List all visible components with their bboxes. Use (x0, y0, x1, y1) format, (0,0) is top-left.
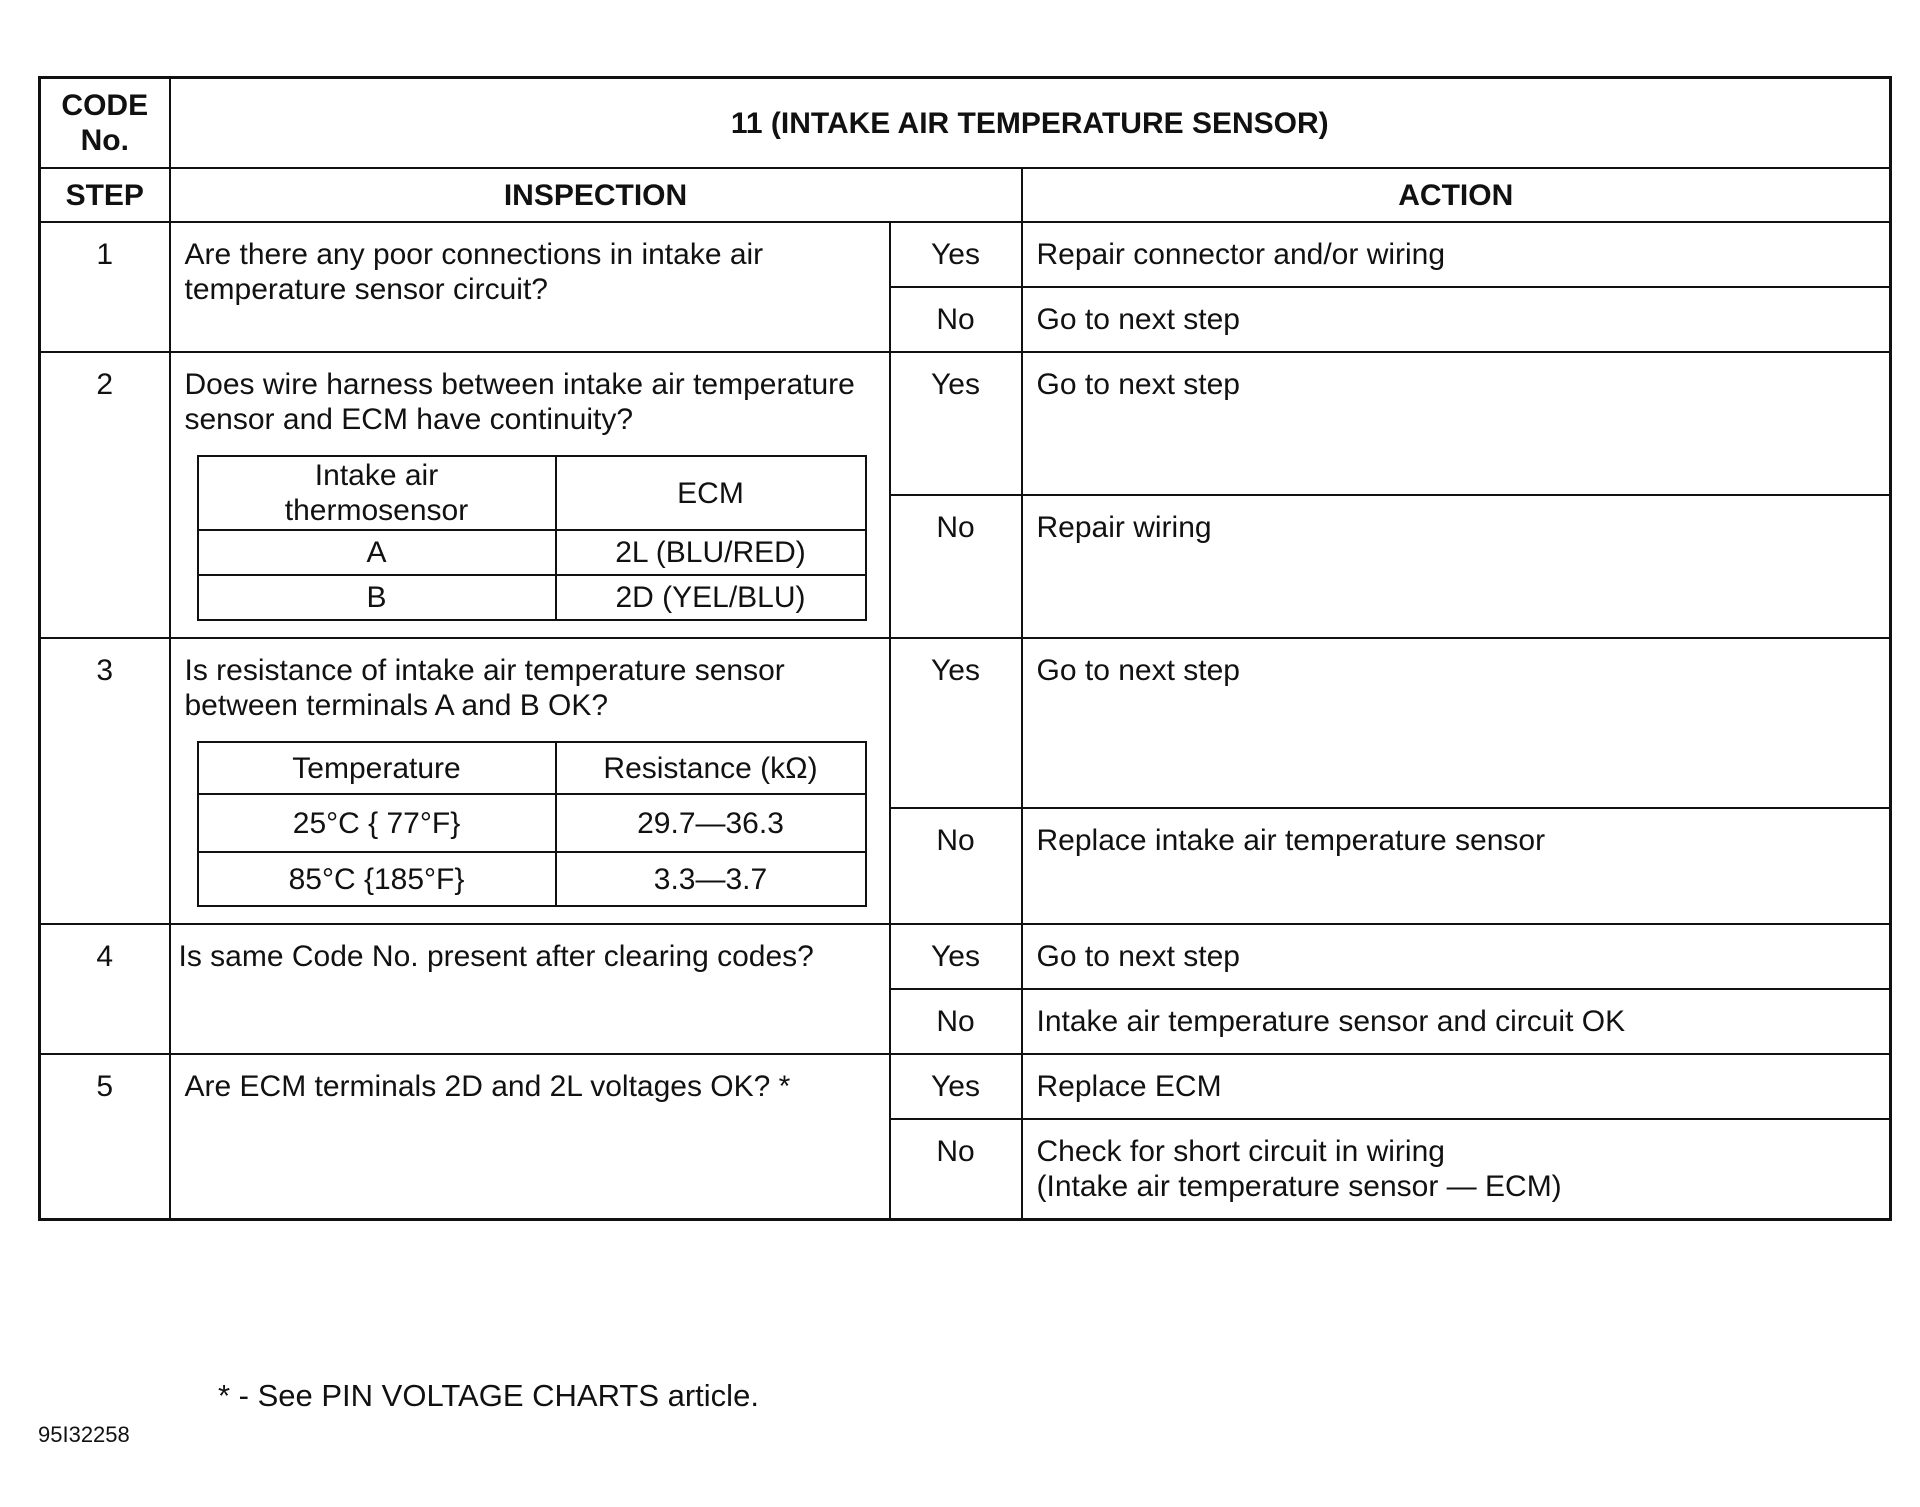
no-action-line-1: Check for short circuit in wiring (1036, 1135, 1445, 1168)
sub-cell: B (198, 575, 556, 620)
step-question: Does wire harness between intake air temperature sensor and ECM have continuity? (184, 368, 855, 436)
footnote: * - See PIN VOLTAGE CHARTS article. (218, 1378, 759, 1413)
action-header: ACTION (1022, 168, 1891, 222)
no-label: No (890, 808, 1022, 924)
no-label: No (890, 495, 1022, 638)
step-2-yes-row (40, 352, 1891, 495)
yes-action: Go to next step (1022, 924, 1891, 989)
continuity-table (197, 455, 867, 621)
no-action: Intake air temperature sensor and circuit OK (1022, 989, 1891, 1054)
yes-label: Yes (890, 222, 1022, 287)
step-1-yes-row (40, 222, 1891, 287)
step-question: Is same Code No. present after clearing codes? (170, 924, 890, 1054)
step-number: 2 (40, 352, 170, 638)
step-5-yes-row (40, 1054, 1891, 1119)
yes-action: Replace ECM (1022, 1054, 1891, 1119)
yes-label: Yes (890, 1054, 1022, 1119)
step-question: Is resistance of intake air temperature sensor between terminals A and B OK? (184, 654, 785, 722)
sub-cell: 29.7—36.3 (556, 794, 866, 852)
no-label: No (890, 287, 1022, 352)
sub-cell: 2D (YEL/BLU) (556, 575, 866, 620)
step-4-yes-row (40, 924, 1891, 989)
step-3-yes-row (40, 638, 1891, 808)
step-inspection (170, 352, 890, 638)
step-number: 4 (40, 924, 170, 1054)
sub-cell: 25°C { 77°F} (198, 794, 556, 852)
diagnostic-table (38, 76, 1892, 1221)
sub-cell: A (198, 530, 556, 575)
step-number: 5 (40, 1054, 170, 1220)
no-label: No (890, 989, 1022, 1054)
code-number-header: CODE No. (40, 78, 170, 169)
yes-label: Yes (890, 924, 1022, 989)
step-number: 1 (40, 222, 170, 352)
sub-header-sensor: Intake air thermosensor (284, 459, 469, 527)
figure-id: 95I32258 (38, 1422, 130, 1447)
no-action: Go to next step (1022, 287, 1891, 352)
no-action: Replace intake air temperature sensor (1022, 808, 1891, 924)
sub-header-temperature: Temperature (292, 751, 461, 785)
sub-header-ecm: ECM (556, 456, 866, 530)
yes-action: Go to next step (1022, 638, 1891, 808)
no-label: No (890, 1119, 1022, 1220)
step-question: Are there any poor connections in intake air temperature sensor circuit? (170, 222, 890, 352)
sub-cell: 3.3—3.7 (556, 852, 866, 906)
sub-cell: 2L (BLU/RED) (556, 530, 866, 575)
diagnostic-document (38, 76, 1892, 1221)
yes-action: Repair connector and/or wiring (1022, 222, 1891, 287)
no-action: Repair wiring (1022, 495, 1891, 638)
code-title: 11 (INTAKE AIR TEMPERATURE SENSOR) (170, 78, 1891, 169)
step-inspection (170, 638, 890, 924)
sub-header-resistance: Resistance (kΩ) (556, 742, 866, 794)
resistance-table (197, 741, 867, 907)
no-action (1022, 1119, 1891, 1220)
step-number: 3 (40, 638, 170, 924)
no-action-line-2: (Intake air temperature sensor — ECM) (1036, 1170, 1562, 1203)
yes-label: Yes (890, 638, 1022, 808)
step-header: STEP (40, 168, 170, 222)
step-question: Are ECM terminals 2D and 2L voltages OK? * (170, 1054, 890, 1220)
yes-label: Yes (890, 352, 1022, 495)
inspection-header: INSPECTION (170, 168, 1022, 222)
yes-action: Go to next step (1022, 352, 1891, 495)
sub-cell: 85°C {185°F} (198, 852, 556, 906)
